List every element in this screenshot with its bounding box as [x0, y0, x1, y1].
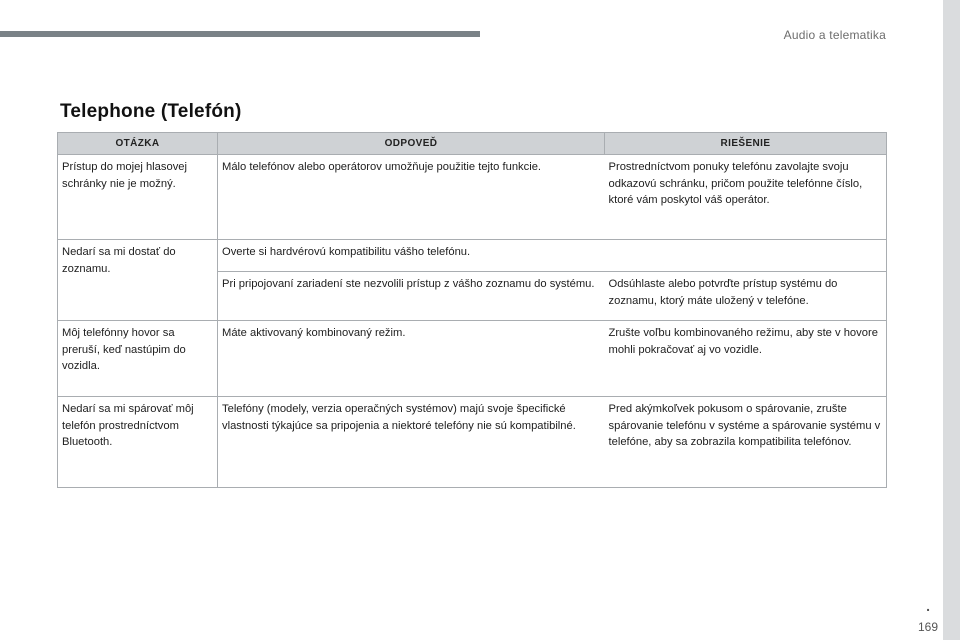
page-title: Telephone (Telefón): [60, 101, 242, 122]
solution-cell: Prostredníctvom ponuky telefónu zavolajte svoju odkazovú schránku, pričom použite telefónne číslo, ktoré vám poskytol váš operátor.: [605, 155, 887, 240]
page-dot: .: [926, 598, 930, 614]
table-row: [58, 321, 887, 397]
column-header-solution: RIEŠENIE: [605, 133, 887, 155]
section-title: Audio a telematika: [783, 28, 886, 42]
table-row: [58, 240, 887, 272]
solution-cell: Pred akýmkoľvek pokusom o spárovanie, zrušte spárovanie telefónu v systéme a spárovanie systému v telefóne, aby sa zobrazila kompatibilita telefónov.: [605, 397, 887, 488]
question-cell: Nedarí sa mi dostať do zoznamu.: [58, 240, 218, 321]
header-rule: [0, 31, 480, 37]
table-row: [58, 155, 887, 240]
column-header-question: OTÁZKA: [58, 133, 218, 155]
answer-cell: Pri pripojovaní zariadení ste nezvolili prístup z vášho zoznamu do systému.: [218, 272, 605, 321]
solution-cell: Odsúhlaste alebo potvrďte prístup systému do zoznamu, ktorý máte uložený v telefóne.: [605, 272, 887, 321]
table-row: [58, 397, 887, 488]
answer-cell: Máte aktivovaný kombinovaný režim.: [218, 321, 605, 397]
question-cell: Môj telefónny hovor sa preruší, keď nastúpim do vozidla.: [58, 321, 218, 397]
answer-cell: Telefóny (modely, verzia operačných systémov) majú svoje špecifické vlastnosti týkajúce sa pripojenia a niektoré telefóny nie sú kompatibilné.: [218, 397, 605, 488]
page-number: 169: [917, 620, 938, 634]
question-cell: Nedarí sa mi spárovať môj telefón prostredníctvom Bluetooth.: [58, 397, 218, 488]
solution-cell: [605, 240, 887, 272]
question-cell: Prístup do mojej hlasovej schránky nie je možný.: [58, 155, 218, 240]
table-header-row: [58, 133, 887, 155]
column-header-answer: ODPOVEĎ: [218, 133, 605, 155]
solution-cell: Zrušte voľbu kombinovaného režimu, aby ste v hovore mohli pokračovať aj vo vozidle.: [605, 321, 887, 397]
page-edge-strip: [943, 0, 960, 640]
answer-cell: Overte si hardvérovú kompatibilitu vášho telefónu.: [218, 240, 605, 272]
answer-cell: Málo telefónov alebo operátorov umožňuje použitie tejto funkcie.: [218, 155, 605, 240]
troubleshooting-table: [57, 132, 887, 488]
